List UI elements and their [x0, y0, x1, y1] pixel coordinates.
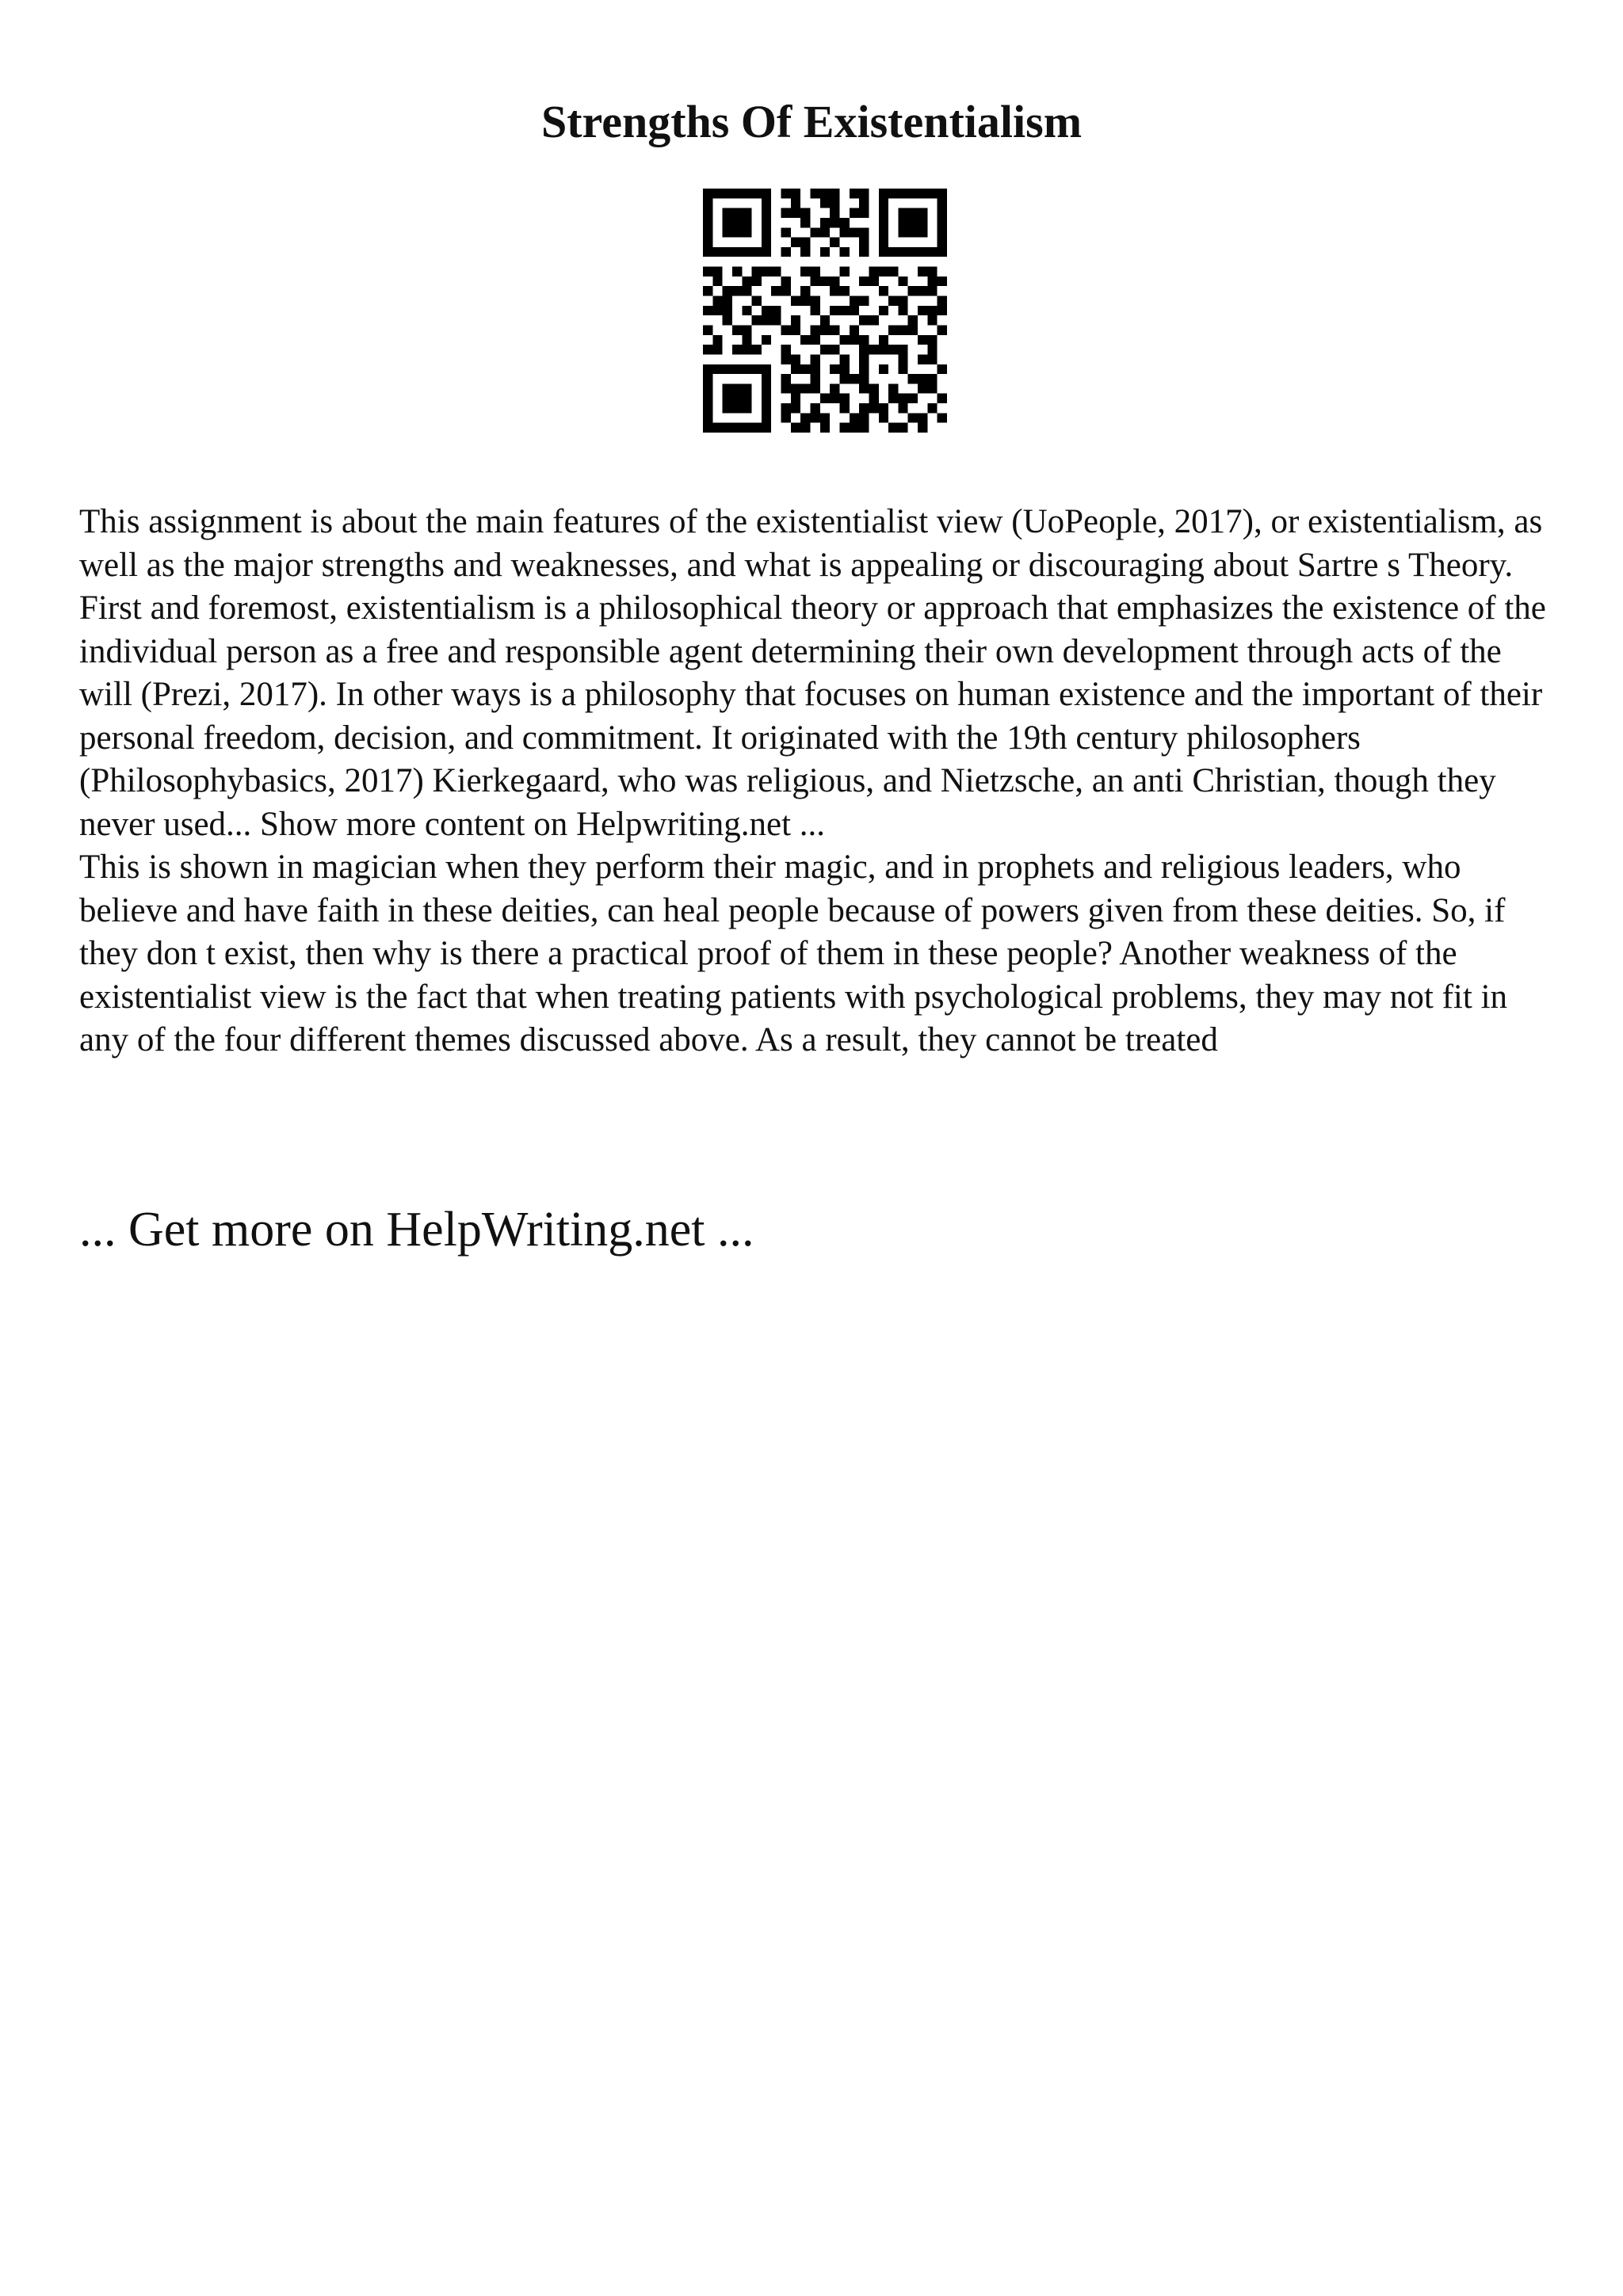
- page-title: Strengths Of Existentialism: [540, 96, 1083, 147]
- paragraph-1: This assignment is about the main features of the existentialist view (UoPeople, 2017), or existentialism, as well as the major strengths and weaknesses, and what is appealing or discouraging about Sartre s Theory. First and foremost, existentialism is a philosophical theory or approach that emphasizes the existence of the individual person as a free and responsible agent determining their own development through acts of the will (Prezi, 2017). In other ways is a philosophy that focuses on human existence and the important of their personal freedom, decision, and commitment. It originated with the 19th century philosophers (Philosophybasics, 2017) Kierkegaard, who was religious, and Nietzsche, an anti Christian, though they never used... Show more content on Helpwriting.net ...: [79, 503, 1546, 843]
- paragraph-2: This is shown in magician when they perform their magic, and in prophets and religious leaders, who believe and have faith in these deities, can heal people because of powers given from these deities. So, if they don t exist, then why is there a practical proof of them in these people? Another weakness of the existentialist view is the fact that when treating patients with psychological problems, they may not fit in any of the four different themes discussed above. As a result, they cannot be treated: [79, 849, 1508, 1058]
- get-more-link[interactable]: ... Get more on HelpWriting.net ...: [79, 1203, 754, 1257]
- article-body: [79, 501, 1553, 1062]
- qr-code-icon: [703, 189, 947, 433]
